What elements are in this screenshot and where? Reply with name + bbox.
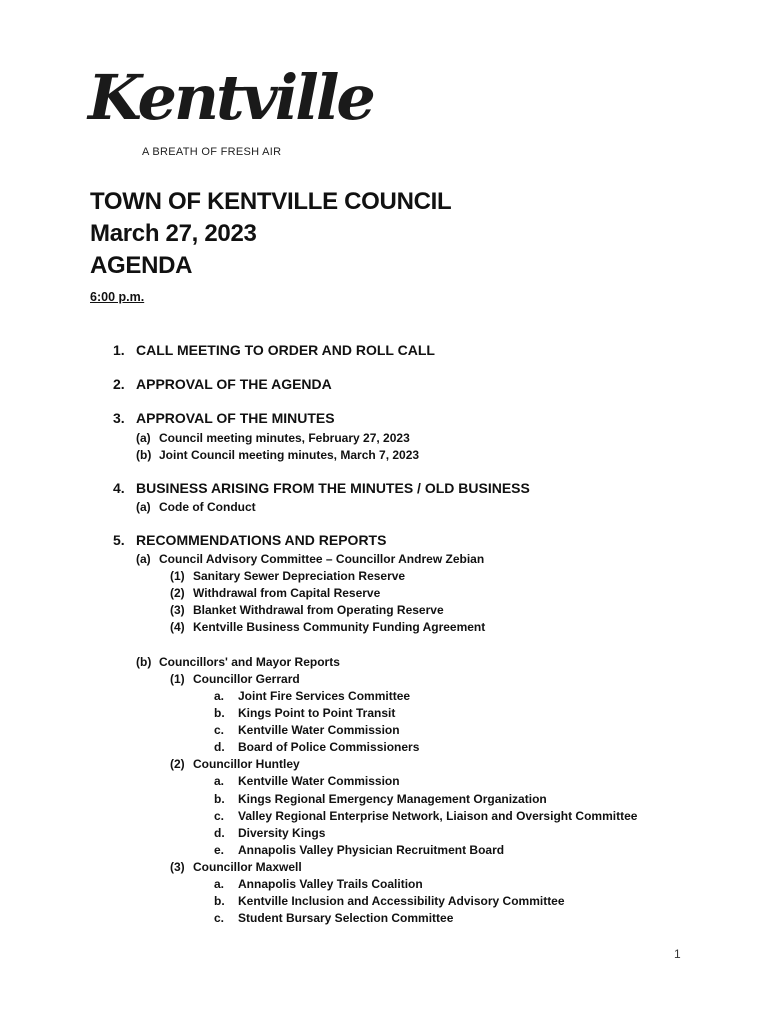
item-marker: 3. xyxy=(113,410,125,426)
item-marker: (a) xyxy=(136,552,151,566)
item-text: Board of Police Commissioners xyxy=(238,740,420,754)
item-marker: d. xyxy=(214,740,225,754)
logo-tagline: A BREATH OF FRESH AIR xyxy=(142,146,282,158)
item-marker: d. xyxy=(214,826,225,840)
item-marker: (3) xyxy=(170,603,185,617)
agenda-item xyxy=(113,480,530,496)
item-text: Student Bursary Selection Committee xyxy=(238,911,454,925)
item-marker: (a) xyxy=(136,500,151,514)
item-marker: (1) xyxy=(170,672,185,686)
agenda-subitem xyxy=(214,706,395,720)
item-text: Joint Fire Services Committee xyxy=(238,689,411,703)
agenda-subitem xyxy=(214,774,400,788)
item-marker: 5. xyxy=(113,532,125,548)
agenda-subitem xyxy=(136,500,256,514)
item-text: BUSINESS ARISING FROM THE MINUTES / OLD BUSINESS xyxy=(136,480,530,496)
item-text: Blanket Withdrawal from Operating Reserve xyxy=(193,603,444,617)
logo-wordmark: Kentville xyxy=(88,61,373,134)
item-marker: a. xyxy=(214,689,225,703)
item-text: Annapolis Valley Physician Recruitment Board xyxy=(238,843,505,857)
agenda-header xyxy=(90,186,451,282)
item-text: Joint Council meeting minutes, March 7, 2023 xyxy=(159,448,420,462)
agenda-subitem xyxy=(136,431,410,445)
item-marker: (a) xyxy=(136,431,151,445)
agenda-subitem xyxy=(214,723,400,737)
item-marker: (b) xyxy=(136,655,152,669)
agenda-subitem xyxy=(214,809,637,823)
agenda-heading: AGENDA xyxy=(90,252,193,279)
item-text: Annapolis Valley Trails Coalition xyxy=(238,877,423,891)
item-marker: b. xyxy=(214,706,225,720)
item-text: Kentville Water Commission xyxy=(238,774,400,788)
item-text: Diversity Kings xyxy=(238,826,326,840)
agenda-subitem xyxy=(214,740,419,754)
item-marker: (3) xyxy=(170,860,185,874)
kentville-logo xyxy=(88,61,373,166)
item-marker: c. xyxy=(214,723,225,737)
item-text: Kings Regional Emergency Management Organization xyxy=(238,792,547,806)
item-marker: (2) xyxy=(170,757,185,771)
item-text: Kentville Business Community Funding Agreement xyxy=(193,620,486,634)
item-marker: (4) xyxy=(170,620,185,634)
item-marker: 1. xyxy=(113,342,125,358)
item-text: CALL MEETING TO ORDER AND ROLL CALL xyxy=(136,342,435,358)
agenda-item xyxy=(113,376,332,392)
agenda-subitem xyxy=(170,620,485,634)
agenda-subitem xyxy=(214,843,504,857)
item-text: Kings Point to Point Transit xyxy=(238,706,396,720)
item-marker: 2. xyxy=(113,376,125,392)
agenda-subitem xyxy=(214,894,565,908)
agenda-subitem xyxy=(214,826,325,840)
agenda-subitem xyxy=(214,689,410,703)
item-text: Withdrawal from Capital Reserve xyxy=(193,586,381,600)
agenda-subitem xyxy=(170,586,380,600)
page-number: 1 xyxy=(674,947,681,961)
item-text: Kentville Water Commission xyxy=(238,723,400,737)
agenda-subitem xyxy=(214,792,547,806)
item-marker: (2) xyxy=(170,586,185,600)
item-text: Code of Conduct xyxy=(159,500,256,514)
item-marker: a. xyxy=(214,877,225,891)
agenda-subitem xyxy=(170,672,300,686)
item-text: Kentville Inclusion and Accessibility Advisory Committee xyxy=(238,894,565,908)
item-text: APPROVAL OF THE AGENDA xyxy=(136,376,332,392)
item-text: Sanitary Sewer Depreciation Reserve xyxy=(193,569,406,583)
agenda-subitem xyxy=(170,569,405,583)
agenda-subitem xyxy=(214,911,453,925)
item-marker: c. xyxy=(214,911,225,925)
meeting-date: March 27, 2023 xyxy=(90,220,257,247)
item-text: Council meeting minutes, February 27, 2023 xyxy=(159,431,410,445)
item-text: RECOMMENDATIONS AND REPORTS xyxy=(136,532,387,548)
agenda-item xyxy=(113,532,386,548)
item-text: Valley Regional Enterprise Network, Liaison and Oversight Committee xyxy=(238,809,638,823)
item-marker: 4. xyxy=(113,480,125,496)
item-marker: (1) xyxy=(170,569,185,583)
council-title: TOWN OF KENTVILLE COUNCIL xyxy=(90,188,452,215)
agenda-item xyxy=(113,342,435,358)
agenda-subitem xyxy=(136,448,419,462)
item-text: Councillor Huntley xyxy=(193,757,300,771)
item-marker: b. xyxy=(214,894,225,908)
item-text: Councillor Maxwell xyxy=(193,860,302,874)
item-text: Council Advisory Committee – Councillor Andrew Zebian xyxy=(159,552,485,566)
item-marker: b. xyxy=(214,792,225,806)
item-text: APPROVAL OF THE MINUTES xyxy=(136,410,335,426)
agenda-subitem xyxy=(170,603,444,617)
agenda-subitem xyxy=(170,860,302,874)
item-marker: (b) xyxy=(136,448,152,462)
agenda-subitem xyxy=(214,877,423,891)
agenda-subitem xyxy=(136,552,484,566)
agenda-subitem xyxy=(136,655,340,669)
item-text: Councillors' and Mayor Reports xyxy=(159,655,340,669)
item-marker: a. xyxy=(214,774,225,788)
item-marker: e. xyxy=(214,843,225,857)
agenda-item xyxy=(113,410,335,426)
item-text: Councillor Gerrard xyxy=(193,672,300,686)
agenda-subitem xyxy=(170,757,300,771)
meeting-time: 6:00 p.m. xyxy=(90,290,145,304)
item-marker: c. xyxy=(214,809,225,823)
